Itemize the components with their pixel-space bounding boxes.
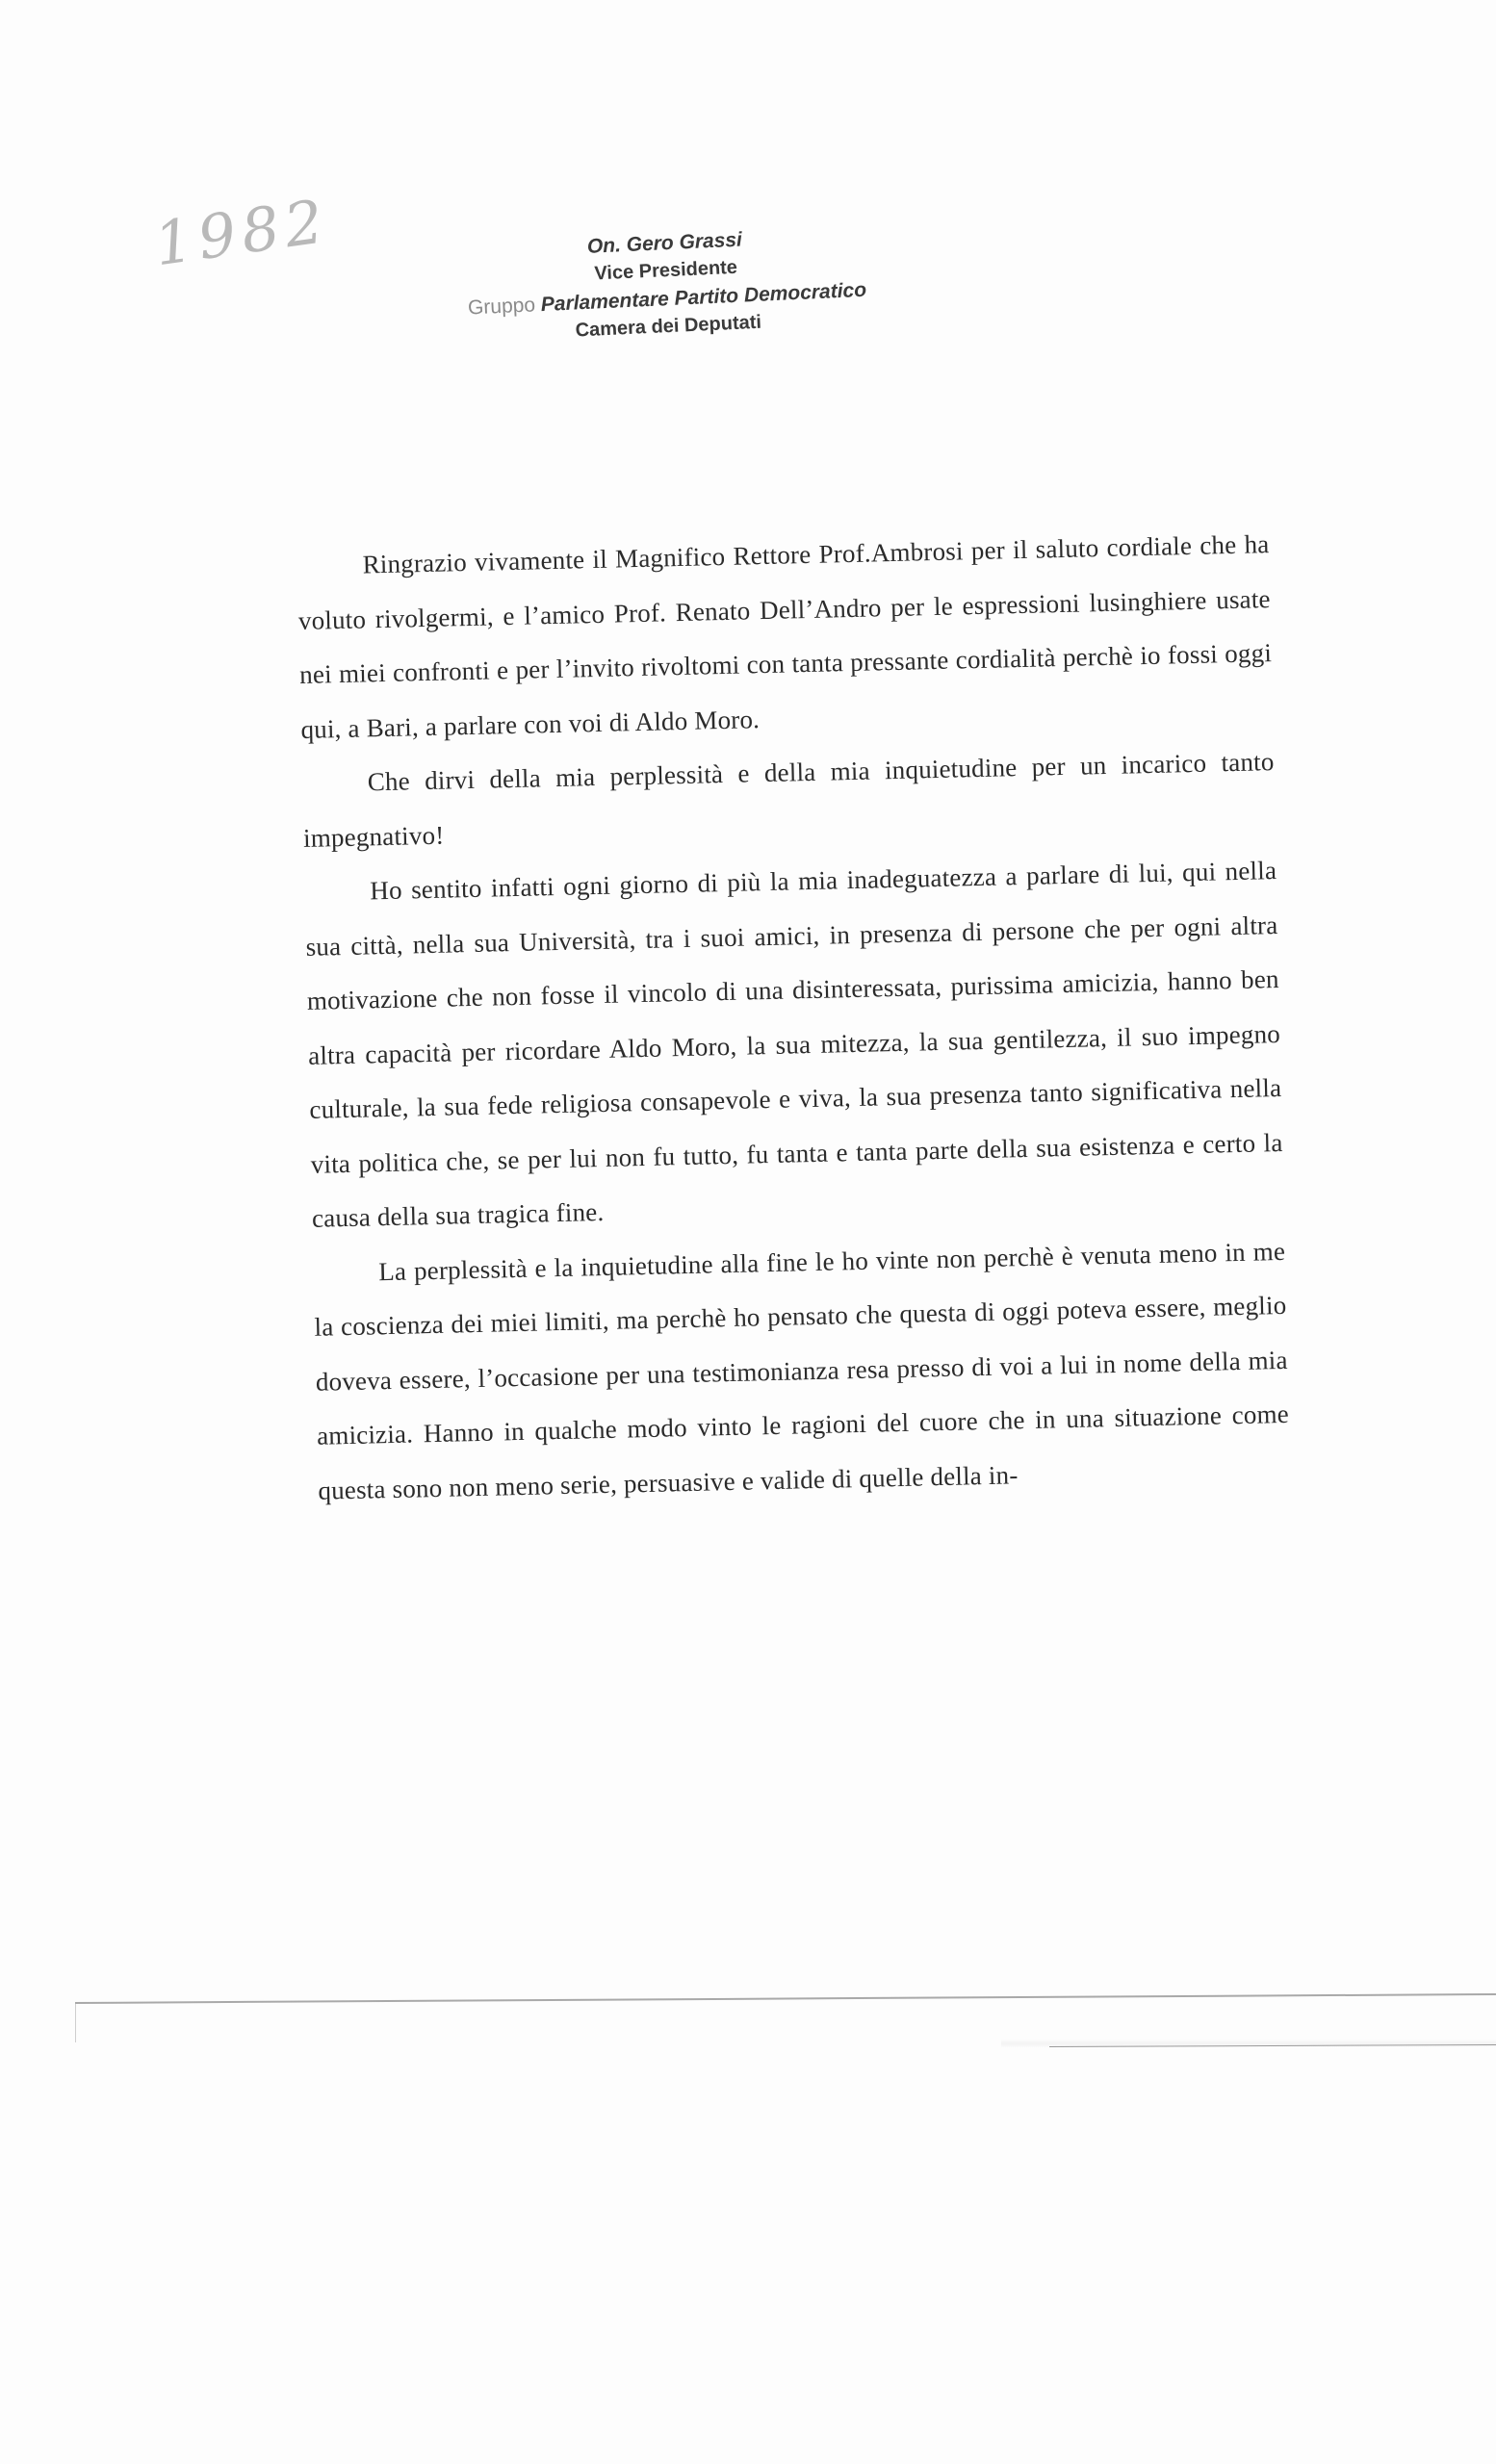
letterhead-stamp [414, 218, 919, 351]
paragraph-text: Ringrazio vivamente il Magnifico Rettore Prof.Ambrosi per il saluto cordiale che ha voluto rivolgermi, e l’amico Prof. Renato Dell’Andro per le espressioni lusinghiere usate nei miei confronti e per l’invito rivoltomi con tanta pressante cordialità perchè io fossi oggi qui, a Bari, a parlare con voi di Aldo Moro. [297, 529, 1273, 744]
paragraph-indent [314, 1280, 379, 1282]
paragraph-indent [297, 573, 363, 575]
stamp-role: Vice Presidente [593, 256, 738, 285]
paragraph-indent [302, 790, 368, 792]
stamp-group: Parlamentare Partito Democratico [540, 278, 867, 317]
letter-body [297, 517, 1291, 1518]
scan-edge-left [75, 2004, 76, 2042]
paragraph-text: Ho sentito infatti ogni giorno di più la mia inadeguatezza a parlare di lui, qui nella sua città, nella sua Università, tra i suoi amici, in presenza di persone che per ogni altra motivazione che non fosse il vincolo di una disinteressata, purissima amicizia, hanno ben altra capacità per ricordare Aldo Moro, la sua mitezza, la sua gentilezza, il suo impegno culturale, la sua fede religiosa consapevole e viva, la sua presenza tanto significativa nella vita politica che, se per lui non fu tutto, fu tanta e tanta parte della sua esistenza e certo la causa della sua tragica fine. [305, 855, 1283, 1233]
paragraph-4 [313, 1223, 1291, 1517]
stamp-chamber: Camera dei Deputati [575, 311, 762, 342]
handwritten-note: 1982 [149, 185, 333, 280]
stamp-name: On. Gero Grassi [586, 228, 743, 258]
paragraph-indent [305, 899, 371, 901]
paragraph-text: Che dirvi della mia perplessità e della mia inquietudine per un incarico tanto impegnativo! [302, 747, 1275, 853]
scan-edge-line [75, 1993, 1496, 2004]
paragraph-text: La perplessità e la inquietudine alla fine le ho vinte non perchè è venuta meno in me la coscienza dei miei limiti, ma perchè ho pensato che questa di oggi poteva essere, meglio doveva essere, l’occasione per una testimonianza resa presso di voi a lui in nome della mia amicizia. Hanno in qualche modo vinto le ragioni del cuore che in una situazione come questa sono non meno serie, persuasive e valide di quelle della in- [314, 1236, 1290, 1505]
stamp-group-ghost: Gruppo [467, 294, 536, 320]
paragraph-1 [297, 517, 1274, 757]
paragraph-3 [304, 843, 1285, 1245]
